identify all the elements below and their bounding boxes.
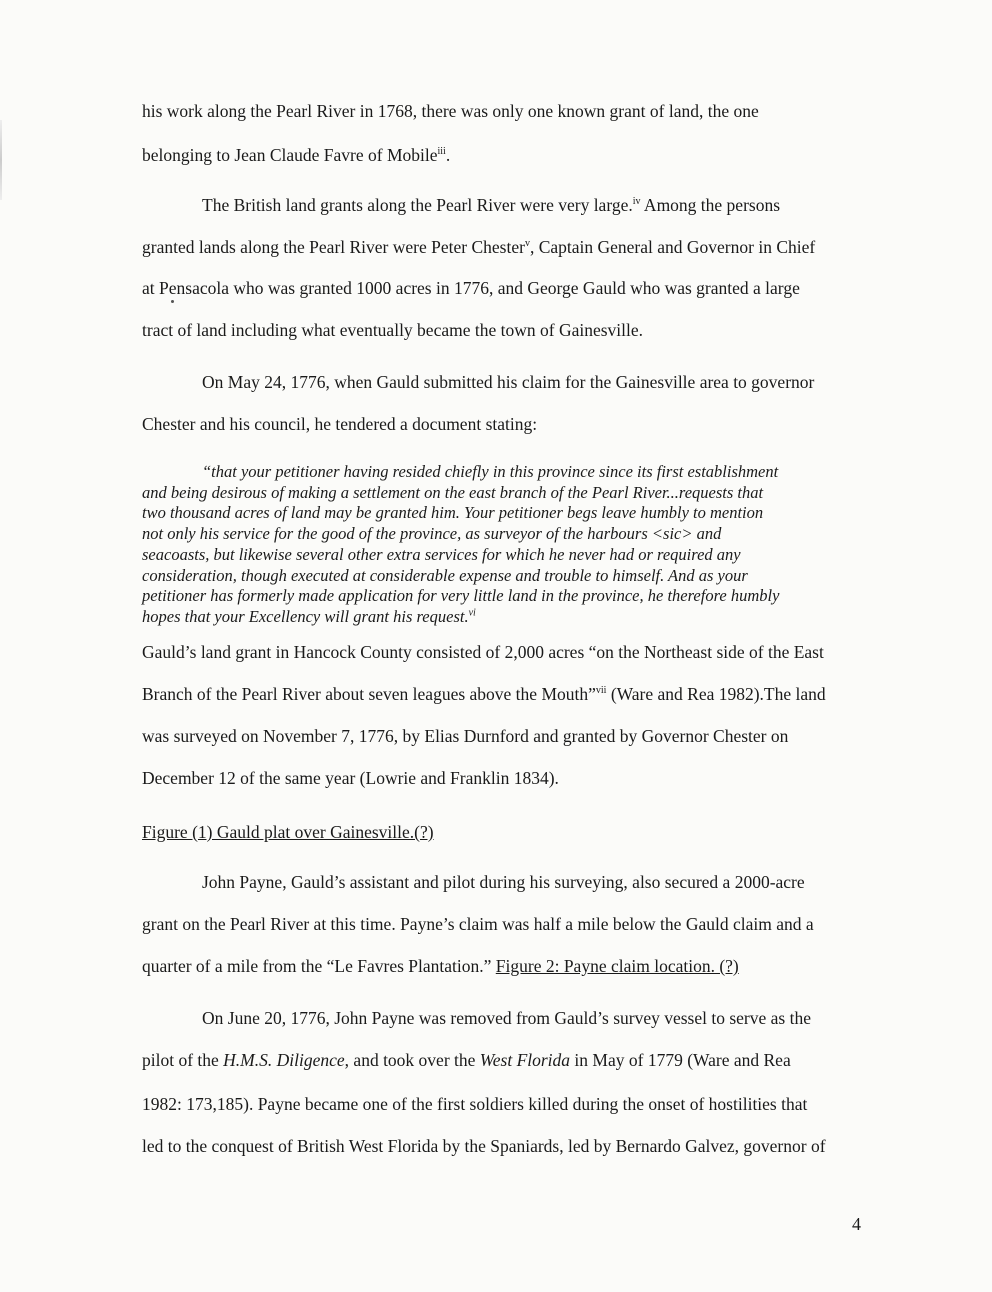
- p1-line1: his work along the Pearl River in 1768, there was only one known grant of land, the one: [142, 101, 759, 121]
- p5-line1: John Payne, Gauld’s assistant and pilot during his surveying, also secured a 2000-acre: [202, 872, 805, 892]
- p6-line2-b: , and took over the: [344, 1050, 480, 1070]
- p2-line2: [142, 237, 815, 257]
- quote-line: petitioner has formerly made application for very little land in the province, he therefore humbly: [142, 586, 780, 606]
- p3-line2: Chester and his council, he tendered a document stating:: [142, 414, 538, 434]
- p2-line3: at Pensacola who was granted 1000 acres in 1776, and George Gauld who was granted a large: [142, 278, 800, 298]
- p5-line2: grant on the Pearl River at this time. Payne’s claim was half a mile below the Gauld claim and a: [142, 914, 814, 934]
- p6-line2: [142, 1050, 791, 1070]
- ship-name-diligence: H.M.S. Diligence: [223, 1050, 345, 1070]
- p1-line2: [142, 145, 450, 165]
- p6-line2-a: pilot of the: [142, 1050, 224, 1070]
- scan-speck: [171, 300, 174, 303]
- endnote-iii: iii: [437, 146, 446, 158]
- p4-line4: December 12 of the same year (Lowrie and Franklin 1834).: [142, 768, 559, 788]
- p1-line2-end: .: [445, 145, 451, 165]
- p4-line2-end: (Ware and Rea 1982).The land: [606, 684, 826, 704]
- p6-line4: led to the conquest of British West Florida by the Spaniards, led by Bernardo Galvez, governor of: [142, 1136, 826, 1156]
- p3-line1: On May 24, 1776, when Gauld submitted his claim for the Gainesville area to governor: [202, 372, 815, 392]
- quote-line: and being desirous of making a settlement on the east branch of the Pearl River...requests that: [142, 482, 764, 502]
- ship-name-west-florida: West Florida: [479, 1050, 571, 1070]
- endnote-vii: vii: [595, 685, 607, 697]
- p4-line1: Gauld’s land grant in Hancock County consisted of 2,000 acres “on the Northeast side of the East: [142, 642, 824, 662]
- p2-line1: [202, 195, 780, 215]
- p2-line2-text: granted lands along the Pearl River were Peter Chester: [142, 237, 525, 257]
- block-quote: [142, 462, 862, 628]
- p2-line2-end: , Captain General and Governor in Chief: [529, 237, 816, 257]
- p6-line1: On June 20, 1776, John Payne was removed from Gauld’s survey vessel to serve as the: [202, 1008, 811, 1028]
- figure1-caption: Figure (1) Gauld plat over Gainesville.(?): [142, 822, 434, 842]
- quote-line: “that your petitioner having resided chiefly in this province since its first establishment: [202, 462, 779, 481]
- p6-line3: 1982: 173,185). Payne became one of the first soldiers killed during the onset of hostilities that: [142, 1094, 808, 1114]
- p4-line2: [142, 684, 826, 704]
- quote-line: seacoasts, but likewise several other extra services for which he never had or required any: [142, 544, 741, 564]
- p6-line2-c: in May of 1779 (Ware and Rea: [570, 1050, 791, 1070]
- p5-line3-text: quarter of a mile from the “Le Favres Plantation.”: [142, 956, 496, 976]
- p4-line2-text: Branch of the Pearl River about seven leagues above the Mouth”: [142, 684, 596, 704]
- figure2-caption: Figure 2: Payne claim location. (?): [495, 956, 739, 976]
- endnote-vi: vi: [468, 607, 476, 619]
- quote-line-last: [142, 607, 862, 628]
- p2-line4: tract of land including what eventually became the town of Gainesville.: [142, 320, 644, 340]
- page-number: 4: [852, 1214, 861, 1234]
- quote-line: not only his service for the good of the province, as surveyor of the harbours <sic> and: [142, 524, 722, 544]
- scan-edge: [0, 120, 2, 200]
- endnote-v: v: [524, 238, 530, 250]
- quote-line: two thousand acres of land may be granted him. Your petitioner begs leave humbly to mention: [142, 503, 764, 523]
- p5-line3: [142, 956, 739, 976]
- endnote-iv: iv: [632, 196, 641, 208]
- p4-line3: was surveyed on November 7, 1776, by Elias Durnford and granted by Governor Chester on: [142, 726, 789, 746]
- quote-line: consideration, though executed at considerable expense and trouble to himself. And as your: [142, 565, 748, 585]
- p2-line1-text: The British land grants along the Pearl River were very large.: [202, 195, 633, 215]
- p2-line1-end: Among the persons: [640, 195, 781, 215]
- quote-line-text: hopes that your Excellency will grant his request.: [142, 606, 469, 626]
- p1-line2-text: belonging to Jean Claude Favre of Mobile: [142, 145, 438, 165]
